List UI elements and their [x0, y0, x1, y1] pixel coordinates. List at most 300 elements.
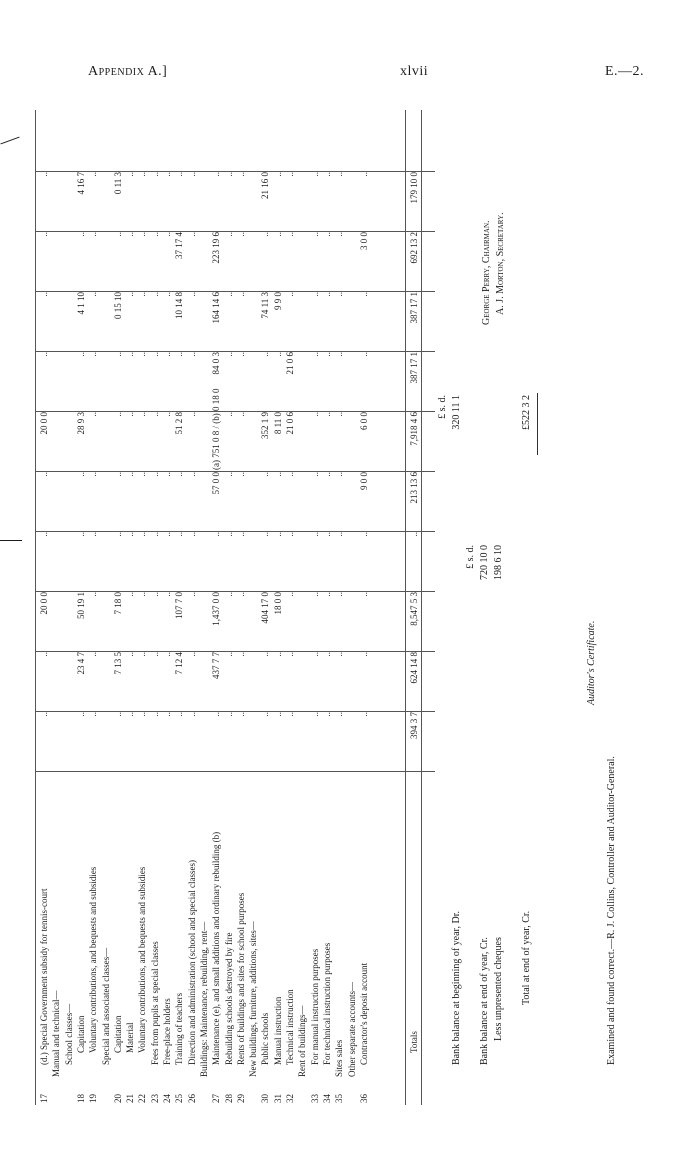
row-cell: ..: [125, 532, 136, 537]
row-label: Other separate accounts—: [346, 982, 357, 1077]
row-cell: ..: [260, 532, 271, 537]
table-row: [64, 345, 75, 1105]
row-cell: ..: [137, 412, 148, 417]
row-number: 31: [272, 1094, 283, 1103]
row-cell: 3 0 0: [358, 232, 369, 250]
row-cell: ..: [75, 712, 86, 717]
row-label: Fees from pupils at special classes: [149, 941, 160, 1065]
row-cell: 9 9 0: [272, 292, 283, 310]
row-cell: ..: [162, 472, 172, 477]
row-cell: ..: [235, 172, 246, 177]
row-cell: 50 19 1: [75, 592, 86, 619]
row-cell: (a) 751 0 8 / (b) 0 18 0: [211, 388, 222, 470]
row-cell: ..: [149, 472, 160, 477]
row-cell: ..: [272, 532, 283, 537]
table-row: [101, 345, 112, 1105]
row-cell: ..: [39, 232, 49, 237]
chairman-signature: George Perry, Chairman.: [481, 220, 492, 325]
row-label: For manual instruction purposes: [309, 948, 320, 1065]
row-cell: ..: [223, 652, 234, 657]
row-cell: ..: [137, 652, 148, 657]
totals-rule: [421, 110, 422, 1105]
row-cell: ..: [88, 232, 99, 237]
table-row: [223, 172, 235, 1105]
table-row: [174, 172, 185, 1105]
row-cell: 387 17 1: [409, 352, 419, 384]
row-cell: ..: [334, 652, 345, 657]
row-cell: ..: [125, 712, 136, 717]
row-cell: ..: [235, 592, 246, 597]
row-cell: ..: [174, 352, 185, 357]
rotated-statement: [35, 95, 665, 1105]
row-cell: ..: [162, 592, 172, 597]
row-cell: ..: [149, 592, 160, 597]
row-cell: ..: [88, 172, 99, 177]
row-number: 20: [112, 1094, 123, 1103]
row-cell: ..: [137, 472, 148, 477]
row-cell: 6 0 0: [358, 412, 369, 430]
row-number: 34: [321, 1094, 332, 1103]
row-cell: ..: [149, 652, 160, 657]
row-cell: ..: [88, 532, 99, 537]
row-cell: 1,437 0 0: [211, 592, 222, 626]
row-cell: ..: [334, 472, 345, 477]
row-cell: 387 17 1: [409, 292, 419, 324]
row-cell: ..: [88, 292, 99, 297]
row-cell: ..: [321, 232, 332, 237]
row-cell: 164 14 6: [211, 292, 222, 324]
row-label: Material: [125, 1022, 136, 1053]
row-cell: ..: [223, 712, 234, 717]
row-cell: ..: [235, 232, 246, 237]
table-row: [137, 172, 148, 1105]
row-number: 35: [334, 1094, 345, 1103]
row-cell: ..: [285, 232, 295, 237]
table-row: [51, 345, 62, 1105]
row-cell: ..: [39, 652, 49, 657]
row-cell: ..: [39, 712, 49, 717]
row-cell: ..: [309, 172, 320, 177]
row-cell: ..: [223, 232, 234, 237]
row-cell: 107 7 0: [174, 592, 185, 619]
row-cell: ..: [75, 532, 86, 537]
row-cell: 352 1 9: [260, 412, 271, 439]
row-cell: ..: [334, 712, 345, 717]
row-cell: ..: [186, 592, 197, 597]
row-label: For technical instruction purposes: [321, 942, 332, 1065]
row-cell: ..: [162, 652, 172, 657]
row-cell: ..: [321, 292, 332, 297]
row-cell: ..: [260, 712, 271, 717]
row-label: (d.) Special Government subsidy for tennis-court: [39, 888, 49, 1065]
row-cell: ..: [285, 712, 295, 717]
row-cell: ..: [149, 412, 160, 417]
row-cell: ..: [149, 352, 160, 357]
row-label: Buildings: Maintenance, rebuilding, rent—: [198, 921, 209, 1077]
row-cell: 394 3 7: [409, 712, 419, 739]
row-cell: ..: [309, 712, 320, 717]
row-cell: 7,918 4 6: [409, 412, 419, 446]
row-cell: ..: [309, 472, 320, 477]
row-cell: ..: [186, 412, 197, 417]
row-cell: ..: [186, 232, 197, 237]
row-cell: ..: [321, 352, 332, 357]
row-label: Sites sales: [334, 1039, 345, 1077]
row-cell: ..: [334, 232, 345, 237]
bank-total-amount: £522 3 2: [521, 395, 532, 430]
row-cell: ..: [272, 712, 283, 717]
row-cell: ..: [75, 232, 86, 237]
row-number: 26: [186, 1094, 197, 1103]
row-cell: 437 7 7: [211, 652, 222, 679]
row-cell: 213 13 6: [409, 472, 419, 504]
row-cell: ..: [409, 532, 419, 537]
bank-total-label: Total at end of year, Cr.: [521, 910, 532, 1005]
row-cell: 18 0 0: [272, 592, 283, 615]
row-cell: ..: [149, 532, 160, 537]
row-cell: ..: [223, 592, 234, 597]
row-cell: ..: [321, 652, 332, 657]
row-cell: ..: [125, 292, 136, 297]
table-row: [334, 172, 345, 1105]
row-label: Totals: [409, 1031, 419, 1053]
row-cell: ..: [186, 352, 197, 357]
row-cell: ..: [321, 172, 332, 177]
row-cell: ..: [75, 352, 86, 357]
page-header: [0, 64, 700, 88]
row-label: Voluntary contributions, and bequests and subsidies: [137, 866, 148, 1053]
row-cell: ..: [39, 472, 49, 477]
row-number: 23: [149, 1094, 160, 1103]
row-cell: ..: [223, 472, 234, 477]
row-cell: ..: [137, 232, 148, 237]
row-cell: ..: [112, 472, 123, 477]
row-cell: ..: [174, 532, 185, 537]
row-label: Rent of buildings—: [297, 1005, 308, 1077]
row-label: Public schools: [260, 1012, 271, 1065]
bank-begin-label: Bank balance at beginning of year, Dr.: [451, 911, 462, 1065]
row-cell: ..: [88, 472, 99, 477]
row-cell: ..: [149, 172, 160, 177]
row-cell: ..: [186, 652, 197, 657]
row-cell: ..: [235, 352, 246, 357]
bank-less-label: Less unpresented cheques: [493, 937, 504, 1041]
row-cell: 10 14 8: [174, 292, 185, 319]
row-cell: ..: [321, 532, 332, 537]
row-cell: 404 17 0: [260, 592, 271, 624]
row-cell: ..: [285, 592, 295, 597]
row-cell: ..: [162, 172, 172, 177]
row-cell: 4 1 10: [75, 292, 86, 315]
row-cell: ..: [39, 172, 49, 177]
row-label: School classes—: [63, 1003, 74, 1065]
row-cell: 9 0 0: [358, 472, 369, 490]
row-label: Direction and administration (school and special classes): [186, 860, 197, 1065]
totals-row: [409, 172, 420, 1105]
row-cell: ..: [334, 352, 345, 357]
row-number: 28: [223, 1094, 234, 1103]
row-cell: 37 17 4: [174, 232, 185, 259]
row-cell: ..: [137, 352, 148, 357]
row-cell: ..: [162, 352, 172, 357]
row-cell: ..: [162, 712, 172, 717]
row-cell: 7 18 0: [112, 592, 123, 615]
totals-rule: [405, 110, 406, 1105]
bank-begin-amount: 320 11 1: [451, 395, 462, 430]
row-cell: ..: [112, 412, 123, 417]
row-cell: ..: [235, 292, 246, 297]
row-cell: ..: [309, 592, 320, 597]
row-cell: ..: [137, 532, 148, 537]
scan-mark: [0, 540, 22, 541]
row-cell: ..: [223, 532, 234, 537]
table-row: [162, 172, 173, 1105]
row-cell: ..: [285, 172, 295, 177]
table-row: [39, 172, 50, 1105]
row-cell: ..: [112, 532, 123, 537]
row-cell: ..: [88, 652, 99, 657]
row-cell: ..: [162, 292, 172, 297]
row-cell: 179 10 0: [409, 172, 419, 204]
row-cell: 223 19 6: [211, 232, 222, 264]
row-cell: ..: [186, 172, 197, 177]
row-number: 21: [125, 1094, 136, 1103]
scan-mark: [0, 137, 19, 145]
table-row: [297, 345, 308, 1105]
row-cell: ..: [88, 412, 99, 417]
row-cell: ..: [285, 532, 295, 537]
row-cell: 0 11 3: [112, 172, 123, 195]
row-cell: ..: [125, 652, 136, 657]
row-cell: ..: [174, 172, 185, 177]
row-cell: ..: [260, 352, 271, 357]
row-number: 29: [235, 1094, 246, 1103]
row-cell: ..: [125, 412, 136, 417]
bank-less-amount: 198 6 10: [493, 545, 504, 580]
row-number: 32: [285, 1094, 295, 1103]
row-cell: ..: [358, 712, 369, 717]
row-cell: ..: [321, 712, 332, 717]
row-cell: ..: [285, 472, 295, 477]
row-cell: ..: [174, 712, 185, 717]
row-number: 18: [75, 1094, 86, 1103]
table-row: [88, 172, 99, 1105]
auditor-examined-statement: Examined and found correct.—R. J. Collins, Controller and Auditor-General.: [606, 756, 617, 1065]
row-label: Technical instruction: [285, 989, 295, 1065]
table-row: [309, 172, 321, 1105]
row-cell: ..: [321, 592, 332, 597]
row-cell: ..: [186, 532, 197, 537]
row-cell: 7 13 5: [112, 652, 123, 675]
row-cell: ..: [211, 532, 222, 537]
table-row: [285, 172, 296, 1105]
bank-end-amount: 720 10 0: [479, 545, 490, 580]
row-cell: 74 11 3: [260, 292, 271, 319]
row-cell: ..: [223, 172, 234, 177]
auditor-certificate-title: Auditor's Certificate.: [586, 620, 597, 705]
row-cell: ..: [137, 712, 148, 717]
row-cell: ..: [235, 472, 246, 477]
row-label: Training of teachers: [174, 992, 185, 1065]
row-number: 17: [39, 1094, 49, 1103]
row-cell: ..: [162, 232, 172, 237]
row-cell: ..: [235, 652, 246, 657]
row-number: 24: [162, 1094, 172, 1103]
row-label: Voluntary contributions, and bequests and subsidies: [88, 866, 99, 1053]
row-cell: ..: [309, 232, 320, 237]
row-number: 36: [358, 1094, 369, 1103]
row-cell: ..: [260, 472, 271, 477]
row-cell: ..: [211, 172, 222, 177]
secretary-signature: A. J. Morton, Secretary.: [495, 212, 506, 315]
row-cell: ..: [137, 592, 148, 597]
row-cell: 624 14 8: [409, 652, 419, 684]
row-cell: ..: [272, 352, 283, 357]
row-cell: ..: [112, 232, 123, 237]
table-row: [321, 172, 333, 1105]
row-label: Free-place holders: [162, 998, 172, 1065]
row-cell: ..: [260, 232, 271, 237]
row-cell: 8 11 0: [272, 412, 283, 435]
row-cell: ..: [309, 292, 320, 297]
table-row: [358, 172, 370, 1105]
row-cell: ..: [321, 472, 332, 477]
row-cell: 51 2 8: [174, 412, 185, 435]
row-cell: 21 16 0: [260, 172, 271, 199]
row-cell: ..: [321, 412, 332, 417]
row-cell: ..: [186, 472, 197, 477]
row-cell: 23 4 7: [75, 652, 86, 675]
row-cell: ..: [149, 712, 160, 717]
row-label: Rents of buildings and sites for school purposes: [235, 892, 246, 1065]
row-cell: ..: [39, 352, 49, 357]
row-number: 19: [88, 1094, 99, 1103]
row-cell: 4 16 7: [75, 172, 86, 195]
row-cell: 7 12 4: [174, 652, 185, 675]
table-row: [186, 172, 198, 1105]
table-row: [248, 345, 259, 1105]
row-label: Manual and technical—: [51, 990, 62, 1077]
row-cell: ..: [149, 232, 160, 237]
row-cell: ..: [186, 292, 197, 297]
row-label: Rebuilding schools destroyed by fire: [223, 932, 234, 1065]
row-cell: ..: [223, 292, 234, 297]
header-page-number: xlvii: [400, 64, 429, 79]
bank-balances: [437, 265, 560, 1065]
row-cell: ..: [334, 532, 345, 537]
row-cell: ..: [125, 592, 136, 597]
row-cell: ..: [39, 292, 49, 297]
row-cell: ..: [125, 472, 136, 477]
row-cell: ..: [125, 172, 136, 177]
row-number: 30: [260, 1094, 271, 1103]
bank-end-label: Bank balance at end of year, Cr.: [479, 937, 490, 1065]
row-cell: ..: [39, 532, 49, 537]
row-cell: ..: [235, 532, 246, 537]
table-row: [149, 172, 161, 1105]
row-cell: 28 9 3: [75, 412, 86, 435]
table-row: [199, 345, 210, 1105]
table-row: [260, 172, 271, 1105]
row-cell: ..: [272, 172, 283, 177]
row-label: Maintenance (e), and small additions and ordinary rebuilding (b): [211, 831, 222, 1065]
row-cell: 692 13 2: [409, 232, 419, 264]
row-number: 27: [211, 1094, 222, 1103]
row-cell: ..: [272, 652, 283, 657]
row-cell: 20 0 0: [39, 592, 49, 615]
table-rule: [35, 110, 36, 1105]
header-reference: E.—2.: [604, 64, 644, 79]
row-cell: ..: [223, 412, 234, 417]
row-cell: ..: [186, 712, 197, 717]
row-cell: ..: [88, 712, 99, 717]
row-cell: ..: [137, 292, 148, 297]
table-row: [235, 172, 247, 1105]
row-cell: ..: [334, 412, 345, 417]
row-cell: ..: [334, 172, 345, 177]
row-cell: ..: [112, 352, 123, 357]
row-cell: 57 0 0: [211, 472, 222, 495]
header-appendix: Appendix A.]: [88, 64, 168, 79]
row-label: Special and associated classes—: [100, 947, 111, 1065]
row-cell: ..: [174, 472, 185, 477]
row-cell: ..: [358, 592, 369, 597]
row-cell: ..: [358, 352, 369, 357]
row-cell: ..: [309, 352, 320, 357]
bank-begin-unit: £ s. d.: [437, 395, 448, 419]
row-cell: ..: [285, 292, 295, 297]
row-cell: ..: [358, 292, 369, 297]
row-label: Contractor's deposit account: [358, 962, 369, 1065]
row-cell: ..: [309, 412, 320, 417]
table-row: [347, 345, 358, 1105]
row-cell: ..: [223, 352, 234, 357]
row-cell: 21 0 6: [285, 412, 295, 435]
row-cell: 20 0 0: [39, 412, 49, 435]
row-cell: ..: [211, 712, 222, 717]
row-cell: ..: [272, 472, 283, 477]
row-number: 33: [309, 1094, 320, 1103]
table-row: [75, 172, 87, 1105]
row-cell: ..: [309, 652, 320, 657]
row-label: New buildings, furniture, additions, sites—: [248, 921, 259, 1077]
row-cell: ..: [334, 292, 345, 297]
row-cell: ..: [272, 232, 283, 237]
row-cell: ..: [235, 712, 246, 717]
row-cell: 84 0 3: [211, 352, 222, 375]
row-number: 22: [137, 1094, 148, 1103]
row-cell: 0 15 10: [112, 292, 123, 319]
row-number: 25: [174, 1094, 185, 1103]
row-cell: ..: [285, 652, 295, 657]
row-cell: ..: [235, 412, 246, 417]
row-cell: ..: [75, 472, 86, 477]
table-row: [112, 172, 124, 1105]
row-cell: ..: [309, 532, 320, 537]
row-cell: ..: [112, 712, 123, 717]
row-cell: ..: [358, 652, 369, 657]
row-cell: 21 0 6: [285, 352, 295, 375]
bank-end-unit: £ s. d.: [465, 545, 476, 569]
row-cell: ..: [162, 412, 172, 417]
row-cell: ..: [162, 532, 172, 537]
row-cell: ..: [358, 172, 369, 177]
row-cell: ..: [88, 352, 99, 357]
row-cell: ..: [125, 232, 136, 237]
row-cell: ..: [334, 592, 345, 597]
row-cell: ..: [260, 652, 271, 657]
row-cell: ..: [149, 292, 160, 297]
